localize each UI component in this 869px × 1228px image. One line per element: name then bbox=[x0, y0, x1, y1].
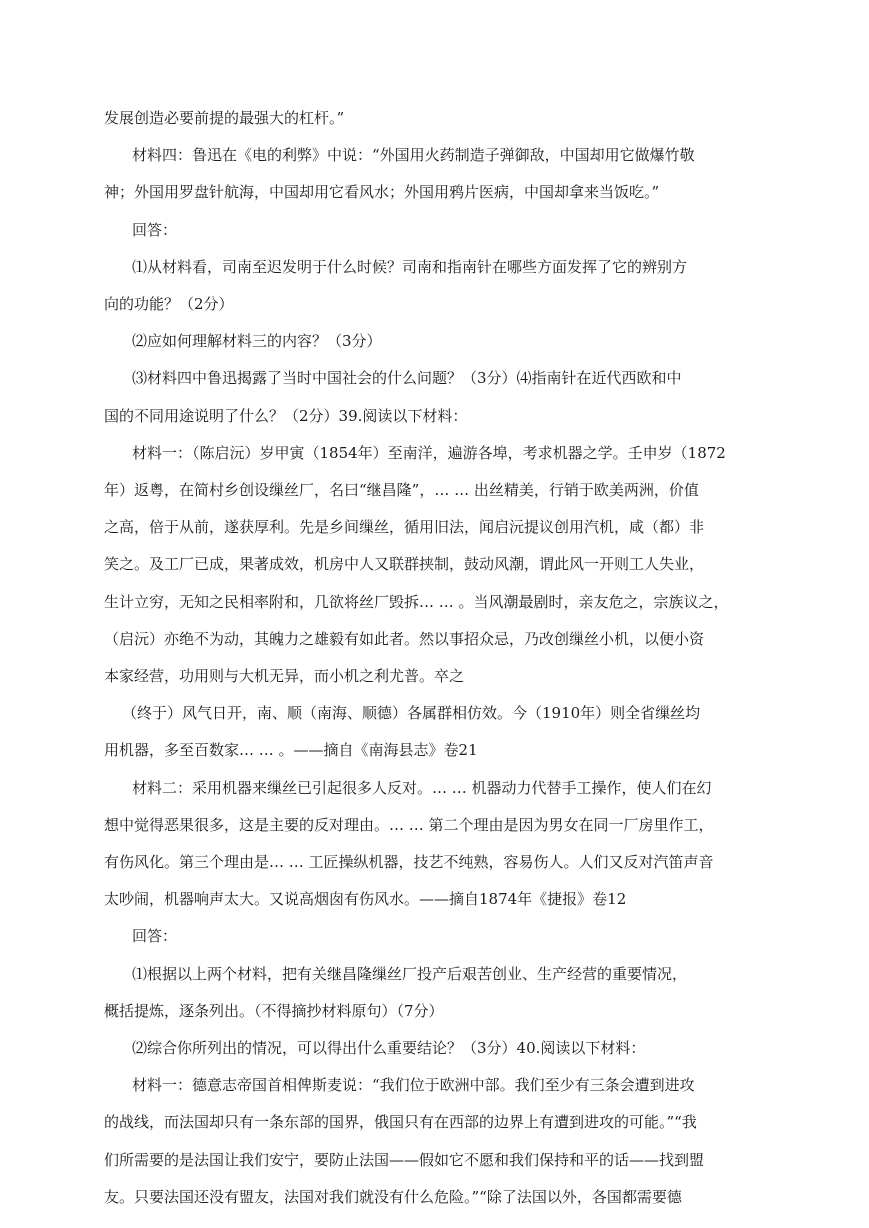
text-line: 发展创造必要前提的最强大的杠杆。” bbox=[104, 109, 345, 127]
text-line: 的战线，而法国却只有一条东部的国界，俄国只有在西部的边界上有遭到进攻的可能。”“我 bbox=[104, 1113, 697, 1132]
text-line: 本家经营，功用则与大机无异，而小机之利尤普。卒之 bbox=[104, 667, 465, 685]
text-line: 回答： bbox=[132, 220, 178, 239]
question-line: ⑴根据以上两个材料，把有关继昌隆缫丝厂投产后艰苦创业、生产经营的重要情况， bbox=[132, 964, 688, 983]
text-line: 年）返粤，在简村乡创设缫丝厂，名曰“继昌隆”，… … 出丝精美，行销于欧美两洲，价值 bbox=[104, 481, 699, 499]
text-line: 材料四：鲁迅在《电的利弊》中说：“外国用火药制造子弹御敌，中国却用它做爆竹敬 bbox=[132, 146, 695, 165]
text-line: 材料二：采用机器来缫丝已引起很多人反对。… … 机器动力代替手工操作，使人们在幻 bbox=[132, 778, 712, 797]
text-line: 神；外国用罗盘针航海，中国却用它看风水；外国用鸦片医病，中国却拿来当饭吃。” bbox=[104, 183, 660, 202]
question-line: 国的不同用途说明了什么？（2分）39.阅读以下材料： bbox=[104, 406, 468, 425]
text-line: 之高，倍于从前，遂获厚利。先是乡间缫丝，循用旧法，闻启沅提议创用汽机，咸（都）非 bbox=[104, 518, 705, 537]
text-line: 回答： bbox=[132, 927, 178, 946]
question-line: 向的功能？（2分） bbox=[104, 295, 234, 313]
question-line: 概括提炼，逐条列出。（不得摘抄材料原句）（7分） bbox=[104, 1001, 444, 1020]
text-line: （终于）风气日开，南、顺（南海、顺德）各属群相仿效。今（1910年）则全省缫丝均 bbox=[122, 704, 701, 723]
text-line: 有伤风化。第三个理由是… … 工匠操纵机器，技艺不纯熟，容易伤人。人们又反对汽笛声音 bbox=[104, 853, 714, 871]
text-line: 友。只要法国还没有盟友，法国对我们就没有什么危险。”“除了法国以外，各国都需要德 bbox=[104, 1187, 682, 1206]
text-line: 生计立穷，无知之民相率附和，几欲将丝厂毁拆… … 。当风潮最剧时，亲友危之，宗族议之， bbox=[104, 592, 729, 611]
text-line: 用机器，多至百数家… … 。——摘自《南海县志》卷21 bbox=[104, 741, 478, 760]
text-line: 想中觉得恶果很多，这是主要的反对理由。… … 第二个理由是因为男女在同一厂房里作工， bbox=[104, 815, 714, 834]
text-line: 们所需要的是法国让我们安宁，要防止法国——假如它不愿和我们保持和平的话——找到盟 bbox=[104, 1150, 705, 1169]
question-line: ⑵应如何理解材料三的内容？（3分） bbox=[132, 332, 382, 351]
text-line: 笑之。及工厂已成，果著成效，机房中人又联群挟制，鼓动风潮，谓此风一开则工人失业， bbox=[104, 555, 705, 574]
question-line: ⑴从材料看，司南至迟发明于什么时候？司南和指南针在哪些方面发挥了它的辨别方 bbox=[132, 257, 688, 276]
text-line: 太吵闹，机器响声太大。又说高烟囱有伤风水。——摘自1874年《捷报》卷12 bbox=[104, 890, 627, 909]
text-line: （启沅）亦绝不为动，其魄力之雄毅有如此者。然以事招众忌，乃改创缫丝小机，以便小资 bbox=[104, 629, 705, 648]
text-line: 材料一：德意志帝国首相俾斯麦说：“我们位于欧洲中部。我们至少有三条会遭到进攻 bbox=[132, 1076, 695, 1095]
question-line: ⑵综合你所列出的情况，可以得出什么重要结论？（3分）40.阅读以下材料： bbox=[132, 1039, 646, 1057]
question-line: ⑶材料四中鲁迅揭露了当时中国社会的什么问题？（3分）⑷指南针在近代西欧和中 bbox=[132, 369, 682, 388]
text-line: 材料一：（陈启沅）岁甲寅（1854年）至南洋，遍游各埠，考求机器之学。壬申岁（1872 bbox=[132, 443, 726, 462]
